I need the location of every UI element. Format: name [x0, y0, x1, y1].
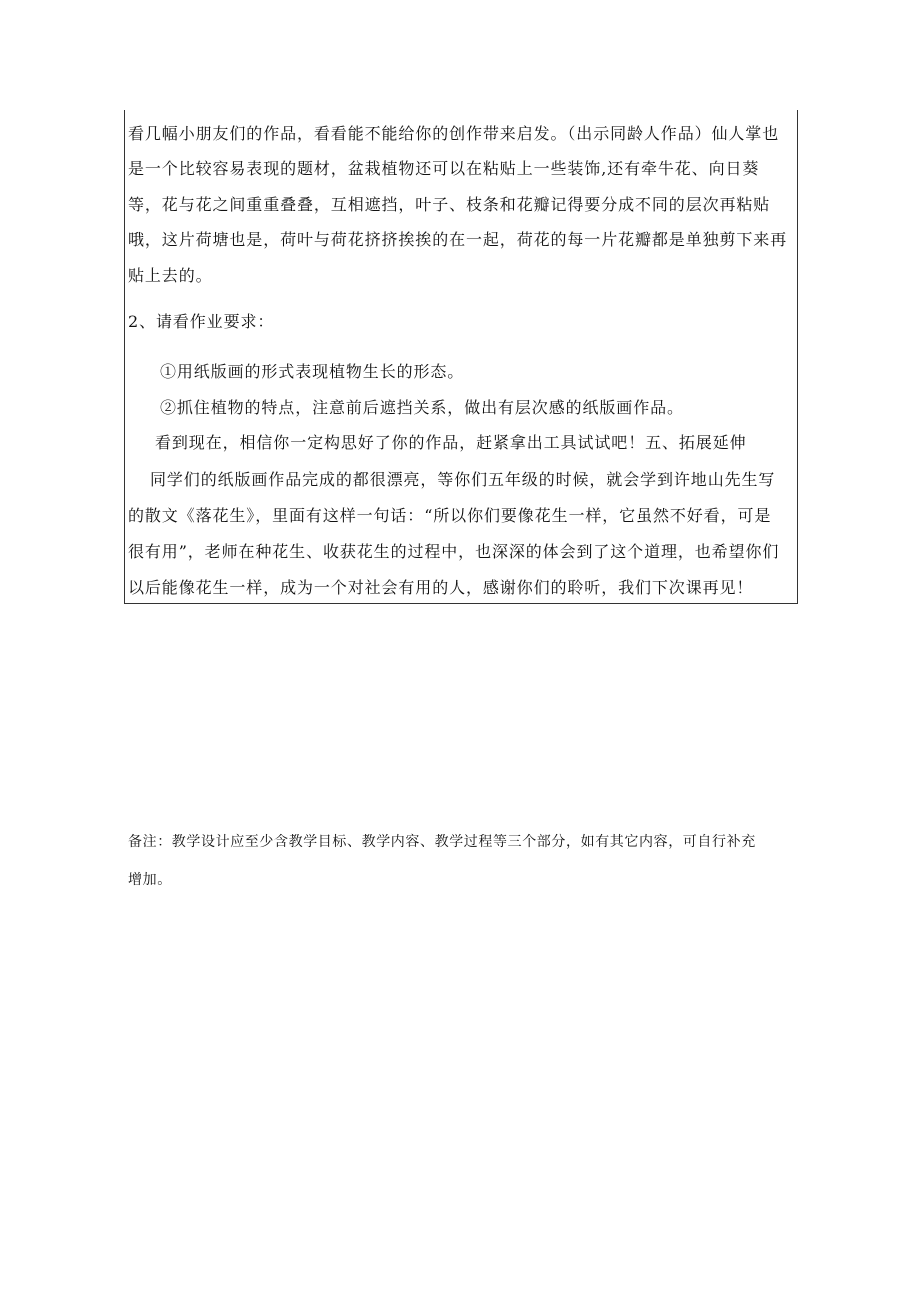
- extension-line-2: 的散文《落花生》，里面有这样一句话：“所以你们要像花生一样，它虽然不好看，可是: [128, 506, 772, 525]
- paragraph-line-1: 看几幅小朋友们的作品，看看能不能给你的创作带来启发。（出示同龄人作品）仙人掌也: [128, 124, 780, 143]
- note-line-1: 备注：教学设计应至少含教学目标、教学内容、教学过程等三个部分，如有其它内容，可自行补充: [128, 834, 756, 850]
- paragraph-line-4: 哦，这片荷塘也是，荷叶与荷花挤挤挨挨的在一起，荷花的每一片花瓣都是单独剪下来再: [128, 230, 788, 249]
- paragraph-line-5: 贴上去的。: [128, 266, 213, 285]
- extension-line-4: 以后能像花生一样，成为一个对社会有用的人，感谢你们的聆听，我们下次课再见！: [128, 578, 754, 597]
- paragraph-line-2: 是一个比较容易表现的题材，盆栽植物还可以在粘贴上一些装饰,还有牵牛花、向日葵: [128, 159, 760, 178]
- requirement-1: ①用纸版画的形式表现植物生长的形态。: [160, 362, 465, 381]
- note-line-2: 增加。: [128, 872, 172, 888]
- extension-line-1: 同学们的纸版画作品完成的都很漂亮，等你们五年级的时候，就会学到许地山先生写: [150, 470, 776, 489]
- homework-heading: 2、请看作业要求：: [128, 312, 275, 331]
- lesson-table-cell: [124, 110, 798, 604]
- transition-line: 看到现在，相信你一定构思好了你的作品，赶紧拿出工具试试吧！五、拓展延伸: [155, 433, 747, 452]
- requirement-2: ②抓住植物的特点，注意前后遮挡关系，做出有层次感的纸版画作品。: [160, 398, 684, 417]
- extension-line-3: 很有用”，老师在种花生、收获花生的过程中，也深深的体会到了这个道理，也希望你们: [128, 542, 780, 561]
- paragraph-line-3: 等，花与花之间重重叠叠，互相遮挡，叶子、枝条和花瓣记得要分成不同的层次再粘贴: [128, 195, 771, 214]
